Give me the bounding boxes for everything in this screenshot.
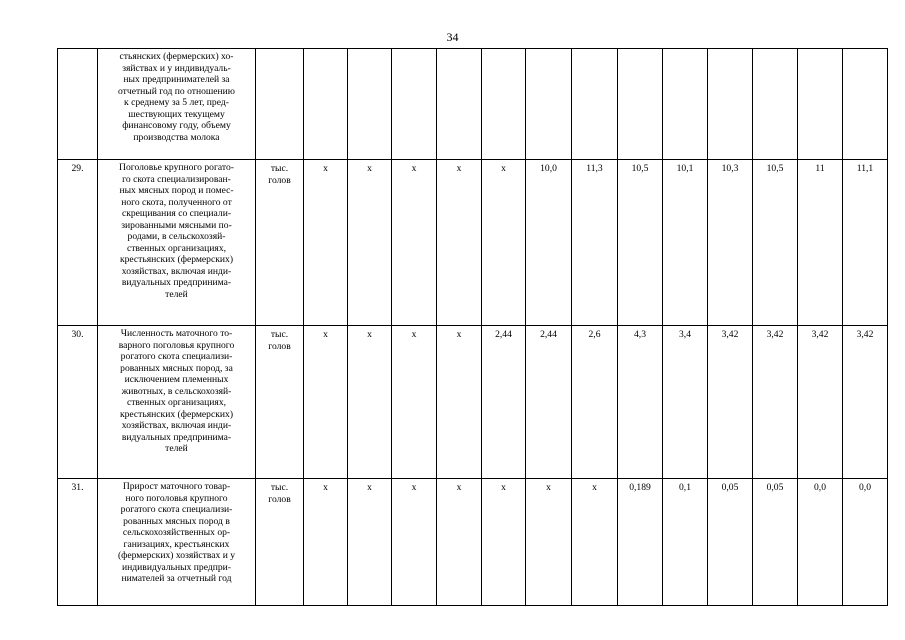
table-row bbox=[58, 479, 888, 606]
value-cell: х bbox=[392, 326, 437, 479]
description-line: ственных организациях, bbox=[126, 397, 227, 408]
value-cell: 3,42 bbox=[753, 326, 798, 479]
description-line: сельскохозяйственных ор- bbox=[122, 527, 231, 538]
row-number: 30. bbox=[58, 326, 98, 479]
description-line: зяйствах и у индивидуаль- bbox=[122, 62, 231, 74]
description-line: рогатого скота специализи- bbox=[120, 351, 233, 362]
unit-line: голов bbox=[268, 340, 291, 352]
value-cell: 0,0 bbox=[843, 479, 888, 606]
value-cell: х bbox=[437, 479, 482, 606]
unit-cell bbox=[256, 326, 304, 479]
value-cell: 10,5 bbox=[753, 160, 798, 326]
description-line: варного поголовья крупного bbox=[118, 339, 235, 351]
row-number: 29. bbox=[58, 160, 98, 326]
unit-cell bbox=[256, 49, 304, 160]
description-line: крестьянских (фермерских) bbox=[119, 408, 234, 420]
description-line: скрещивания со специали- bbox=[121, 208, 232, 219]
description-line: хозяйствах, включая инди- bbox=[121, 265, 232, 277]
table-body bbox=[58, 49, 888, 606]
value-cell: 11,1 bbox=[843, 160, 888, 326]
description-line: крестьянских (фермерских) bbox=[119, 254, 234, 265]
description-line: стьянских (фермерских) хо- bbox=[119, 51, 234, 62]
value-cell: х bbox=[304, 326, 348, 479]
value-cell: 0,05 bbox=[708, 479, 753, 606]
description-line: ственных организациях, bbox=[126, 242, 227, 254]
value-cell: 3,4 bbox=[663, 326, 708, 479]
value-cell: 3,42 bbox=[708, 326, 753, 479]
value-cell: х bbox=[482, 160, 526, 326]
value-cell: х bbox=[392, 479, 437, 606]
value-cell: 0,05 bbox=[753, 479, 798, 606]
value-cell: х bbox=[437, 326, 482, 479]
row-number: 31. bbox=[58, 479, 98, 606]
description-line: зированными мясными по- bbox=[121, 219, 232, 231]
value-cell: х bbox=[348, 160, 392, 326]
value-cell: 10,3 bbox=[708, 160, 753, 326]
value-cell bbox=[482, 49, 526, 160]
description-line: рованных мясных пород, за bbox=[120, 362, 233, 374]
value-cell: 10,1 bbox=[663, 160, 708, 326]
row-number bbox=[58, 49, 98, 160]
description-line: отчетный год по отношению bbox=[118, 85, 235, 97]
indicator-description bbox=[98, 49, 256, 160]
description-line: рованных мясных пород в bbox=[123, 515, 230, 527]
description-line: животных, в сельскохозяй- bbox=[121, 385, 232, 397]
value-cell: х bbox=[572, 479, 618, 606]
description-line: нимателей за отчетный год bbox=[121, 573, 232, 584]
description-line: шествующих текущему bbox=[128, 108, 225, 120]
value-cell: 3,42 bbox=[843, 326, 888, 479]
unit-cell bbox=[256, 479, 304, 606]
description-line: го скота специализирован- bbox=[122, 173, 231, 185]
description-line: финансовому году, объему bbox=[122, 120, 231, 131]
table-row bbox=[58, 160, 888, 326]
indicator-description bbox=[98, 479, 256, 606]
page-number: 34 bbox=[446, 30, 459, 44]
description-line: видуальных предпринима- bbox=[121, 431, 232, 443]
indicators-table bbox=[57, 48, 888, 606]
value-cell bbox=[708, 49, 753, 160]
description-line: Поголовье крупного рогато- bbox=[119, 162, 234, 173]
unit-line: голов bbox=[268, 174, 291, 186]
value-cell: 4,3 bbox=[618, 326, 663, 479]
value-cell: 2,44 bbox=[526, 326, 572, 479]
value-cell: 2,6 bbox=[572, 326, 618, 479]
value-cell bbox=[348, 49, 392, 160]
value-cell bbox=[304, 49, 348, 160]
description-line: телей bbox=[165, 288, 188, 300]
value-cell: х bbox=[482, 479, 526, 606]
value-cell: 11,3 bbox=[572, 160, 618, 326]
description-line: Прирост маточного товар- bbox=[122, 481, 231, 492]
description-line: ных предпринимателей за bbox=[123, 74, 230, 85]
value-cell: х bbox=[348, 326, 392, 479]
value-cell: 2,44 bbox=[482, 326, 526, 479]
description-line: ганизациях, крестьянских bbox=[123, 538, 230, 550]
table-row bbox=[58, 49, 888, 160]
description-line: индивидуальных предпри- bbox=[122, 561, 231, 573]
value-cell bbox=[526, 49, 572, 160]
description-line: производства молока bbox=[133, 131, 220, 143]
description-line: ного скота, полученного от bbox=[121, 196, 232, 208]
indicator-description bbox=[98, 326, 256, 479]
value-cell: 0,0 bbox=[798, 479, 843, 606]
value-cell: х bbox=[392, 160, 437, 326]
description-line: Численность маточного то- bbox=[120, 328, 233, 339]
unit-line: тыс. bbox=[270, 329, 289, 340]
value-cell bbox=[572, 49, 618, 160]
value-cell: 10,5 bbox=[618, 160, 663, 326]
description-line: ных мясных пород и помес- bbox=[119, 185, 234, 196]
description-line: родами, в сельскохозяй- bbox=[127, 231, 226, 242]
value-cell: х bbox=[304, 160, 348, 326]
unit-cell bbox=[256, 160, 304, 326]
value-cell bbox=[663, 49, 708, 160]
description-line: видуальных предпринима- bbox=[121, 277, 232, 288]
value-cell: 11 bbox=[798, 160, 843, 326]
value-cell: х bbox=[437, 160, 482, 326]
description-line: исключением племенных bbox=[124, 374, 229, 385]
value-cell: 3,42 bbox=[798, 326, 843, 479]
value-cell bbox=[798, 49, 843, 160]
table-row bbox=[58, 326, 888, 479]
value-cell: 10,0 bbox=[526, 160, 572, 326]
unit-line: голов bbox=[268, 493, 291, 505]
value-cell bbox=[843, 49, 888, 160]
description-line: ного поголовья крупного bbox=[125, 492, 228, 504]
value-cell: 0,1 bbox=[663, 479, 708, 606]
description-line: хозяйствах, включая инди- bbox=[121, 420, 232, 431]
description-line: рогатого скота специализи- bbox=[120, 504, 233, 515]
value-cell bbox=[392, 49, 437, 160]
value-cell bbox=[618, 49, 663, 160]
description-line: (фермерских) хозяйствах и у bbox=[117, 550, 236, 561]
unit-line: тыс. bbox=[270, 163, 289, 174]
description-line: к среднему за 5 лет, пред- bbox=[124, 97, 229, 108]
value-cell bbox=[753, 49, 798, 160]
indicator-description bbox=[98, 160, 256, 326]
unit-line: тыс. bbox=[270, 482, 289, 493]
value-cell: х bbox=[526, 479, 572, 606]
value-cell: 0,189 bbox=[618, 479, 663, 606]
description-line: телей bbox=[165, 443, 188, 454]
value-cell: х bbox=[348, 479, 392, 606]
value-cell bbox=[437, 49, 482, 160]
value-cell: х bbox=[304, 479, 348, 606]
